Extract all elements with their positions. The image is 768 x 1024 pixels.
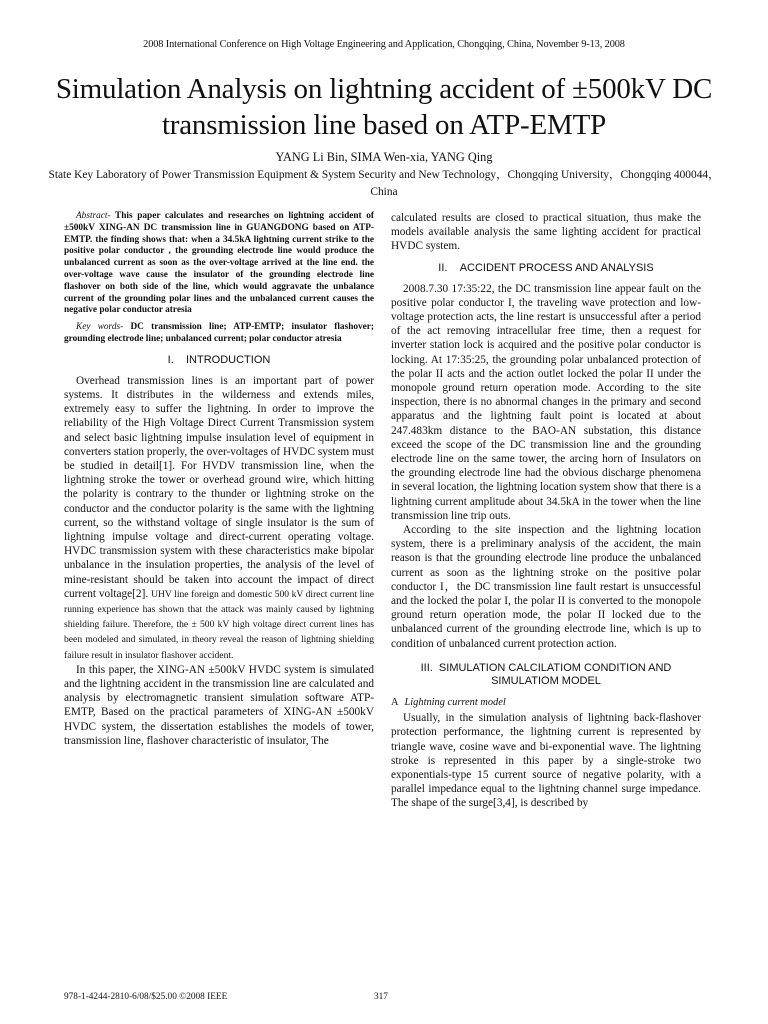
right-column bbox=[391, 211, 701, 811]
simulation-paragraph-1: Usually, in the simulation analysis of lightning back-flashover protection performance, the lightning current is represented by triangle wave, cosine wave and bi-exponential wave. The lightning stroke is represented in this paper by a single-stroke two exponentials-type 15 current source of negative polarity, with a parallel impedance equal to the lightning channel surge impedance. The shape of the surge[3,4], is described by bbox=[391, 712, 701, 810]
abstract-label: Abstract- bbox=[76, 211, 111, 221]
keywords-label: Key words- bbox=[76, 322, 124, 333]
section-heading-introduction: I. INTRODUCTION bbox=[167, 353, 271, 366]
introduction-paragraph-2-continued: calculated results are closed to practical situation, thus make the models available analysis the same lighting accident for practical HVDC system. bbox=[391, 212, 701, 253]
introduction-paragraph-2: In this paper, the XING-AN ±500kV HVDC system is simulated and the lightning accident in the transmission line are calculated and analysis by electromagnetic transient simulation software ATP-EMTP, Based on the practical parameters of XING-AN ±500kV HVDC system, the dissertation establishes the models of tower, transmission line, flashover characteristic of insulator, The bbox=[64, 663, 374, 747]
conference-header: 2008 International Conference on High Voltage Engineering and Application, Chongqing, China, November 9-13, 2008 bbox=[143, 39, 625, 50]
introduction-paragraph-1-small-text: UHV line foreign and domestic 500 kV direct current line running experience has shown that the attack was mainly caused by lightning shielding failure. Therefore, the ± 500 kV high voltage direct current lines has been modeled and simulated, in theory reveal the reason of lightning shielding failure result in insulator flashover accident. bbox=[64, 588, 375, 661]
keywords-text: DC transmission line; ATP-EMTP; insulator flashover; grounding electrode line; unbalanced current; polar conductor atresia bbox=[64, 322, 375, 344]
footer-isbn: 978-1-4244-2810-6/08/$25.00 ©2008 IEEE bbox=[64, 992, 228, 1002]
accident-paragraph-1: 2008.7.30 17:35:22, the DC transmission line appear fault on the positive polar conductor I, the traveling wave protection and low-voltage protection acts, the line restart is unsuccessful after a period of the act removing intracellular free time, then a request for inverter station lock is acquired and the positive polar conductor is locking. At 17:35:25, the grounding polar unbalanced protection of the polar II acts and the action outlet locked the polar II under the monopole ground return operation mode. According to the site inspection, there is no abnormal changes in the primary and second apparatus and the lightning fault point is located at about 247.483km distance to the BAO-AN substation, this distance exceed the scope of the DC transmission line and the grounding electrode line on the same tower, the arcing horn of Insulators on the grounding electrode line had the obvious discharge phenomena in several location, the lightning location system show that there is a lightning current amplitude about 34.5kA in the tower when the line transmission line trip outs. bbox=[391, 282, 701, 522]
keywords bbox=[64, 322, 374, 346]
introduction-paragraph-1 bbox=[64, 374, 374, 663]
accident-paragraph-2: According to the site inspection and the lightning location system, there is a preliminary analysis of the accident, the main reason is that the grounding electrode line produce the unbalanced current as soon as the lightning stroke on the positive polar conductor I，the DC transmission line fault restart is unsuccessful and the locked the polar I, the polar II is converted to the monopole ground return operation mode, the polar II locked due to the unbalanced current of the grounding electrode line, which is up to condition of unbalanced current protection action. bbox=[391, 524, 701, 650]
paper-title: Simulation Analysis on lightning accident of ±500kV DC transmission line based on ATP-EMTP bbox=[55, 73, 713, 141]
paper-affiliation: State Key Laboratory of Power Transmission Equipment & System Security and New Technology，Chongqing University，Chongqing 400044，China bbox=[48, 169, 720, 198]
subsection-title: Lightning current model bbox=[404, 696, 506, 708]
subsection-heading-lightning-current-model bbox=[391, 696, 701, 710]
subsection-letter: A bbox=[391, 696, 399, 708]
paper-authors: YANG Li Bin, SIMA Wen-xia, YANG Qing bbox=[275, 150, 493, 164]
section-heading-accident: II. ACCIDENT PROCESS AND ANALYSIS bbox=[438, 261, 654, 274]
introduction-paragraph-1-text: Overhead transmission lines is an important part of power systems. It distributes in the wilderness and extends miles, extremely easy to suffer the lightning. In order to improve the reliability of the High Voltage Direct Current Transmission system and select basic lightning impulse insulation level of equipment in converters station properly, the over-voltages of HVDC system must be studied in detail[1]. For HVDV transmission line, when the lightning stroke the tower or overhead ground wire, which hitting the polarity is contrary to the thunder or lightning stroke on the conductor and the conductor polarity is the same with the lightning current, so the withstand voltage of single insulator is the sum of lightning impulse voltage and direct-current operating voltage. HVDC transmission system with these characteristics make bipolar unbalance in the insulation properties, the analysis of the level of mine-resistant should be taken into account the impact of direct current voltage[2]. bbox=[64, 374, 374, 600]
abstract-text: This paper calculates and researches on lightning accident of ±500kV XING-AN DC transmission line in GUANGDONG based on ATP-EMTP. the finding shows that: when a 34.5kA lightning current strike to the positive polar conductor , the grounding electrode line would produce the unbalanced current as soon as the over-voltage arrived at the line end. the over-voltage wave cause the insulator of the grounding electrode line flashover on both side of the line, which would aggravate the unbalance current of the grounding polar lines and the unbalanced current causes the negative polar conductor atresia bbox=[64, 211, 374, 316]
left-column bbox=[64, 211, 374, 748]
page-number: 317 bbox=[374, 992, 388, 1002]
abstract bbox=[64, 211, 374, 317]
section-heading-simulation: III. SIMULATION CALCILATIOM CONDITION AND SIMULATIOM MODEL bbox=[420, 661, 672, 687]
